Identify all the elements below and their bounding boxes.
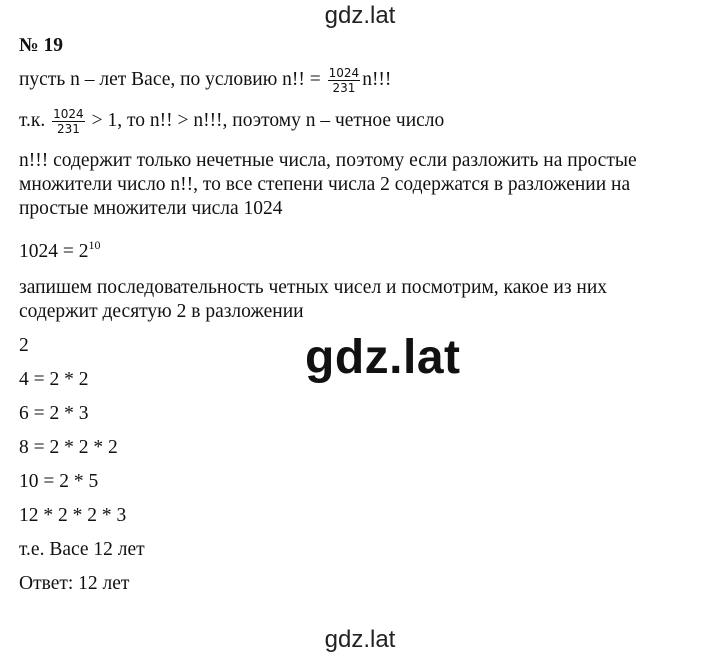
comparison-prefix: т.к. bbox=[19, 109, 51, 131]
watermark-bottom: gdz.lat bbox=[324, 626, 396, 653]
paragraph-line: множители число n!!, то все степени числа 2 содержатся в разложении на bbox=[19, 174, 631, 195]
sequence-item: 2 bbox=[19, 335, 29, 356]
fraction bbox=[328, 66, 361, 95]
answer-line: Ответ: 12 лет bbox=[19, 573, 130, 594]
power-exponent: 10 bbox=[88, 238, 101, 252]
sequence-item: 6 = 2 * 3 bbox=[19, 403, 89, 424]
conclusion-line: т.е. Васе 12 лет bbox=[19, 539, 145, 560]
paragraph-line: n!!! содержит только нечетные числа, поэтому если разложить на простые bbox=[19, 150, 637, 171]
power-base: 1024 = 2 bbox=[19, 241, 89, 262]
comparison-line bbox=[19, 107, 709, 136]
fraction-numerator: 1024 bbox=[53, 107, 84, 121]
watermark-top: gdz.lat bbox=[324, 2, 396, 29]
paragraph-line: простые множители числа 1024 bbox=[19, 198, 283, 219]
watermark-center: gdz.lat bbox=[305, 331, 461, 384]
sequence-item: 12 * 2 * 2 * 3 bbox=[19, 505, 127, 526]
fraction-denominator: 231 bbox=[332, 81, 356, 95]
fraction-numerator: 1024 bbox=[328, 66, 360, 80]
explanation-paragraph bbox=[19, 149, 709, 221]
condition-text: пусть n – лет Васе, по условию n!! = bbox=[19, 68, 326, 90]
condition-tail: n!!! bbox=[362, 68, 392, 90]
sequence-item: 8 = 2 * 2 * 2 bbox=[19, 437, 118, 458]
fraction bbox=[52, 107, 85, 136]
power-line bbox=[19, 233, 709, 264]
sequence-item: 4 = 2 * 2 bbox=[19, 369, 89, 390]
problem-number: № 19 bbox=[19, 35, 63, 56]
sequence-item: 10 = 2 * 5 bbox=[19, 471, 99, 492]
solution-content bbox=[19, 34, 709, 596]
sequence-intro-paragraph bbox=[19, 276, 709, 324]
comparison-text: > 1, то n!! > n!!!, поэтому n – четное число bbox=[86, 109, 445, 131]
paragraph-line: запишем последовательность четных чисел и посмотрим, какое из них bbox=[19, 277, 608, 298]
fraction-denominator: 231 bbox=[56, 122, 80, 136]
paragraph-line: содержит десятую 2 в разложении bbox=[19, 301, 304, 322]
condition-line bbox=[19, 66, 709, 95]
